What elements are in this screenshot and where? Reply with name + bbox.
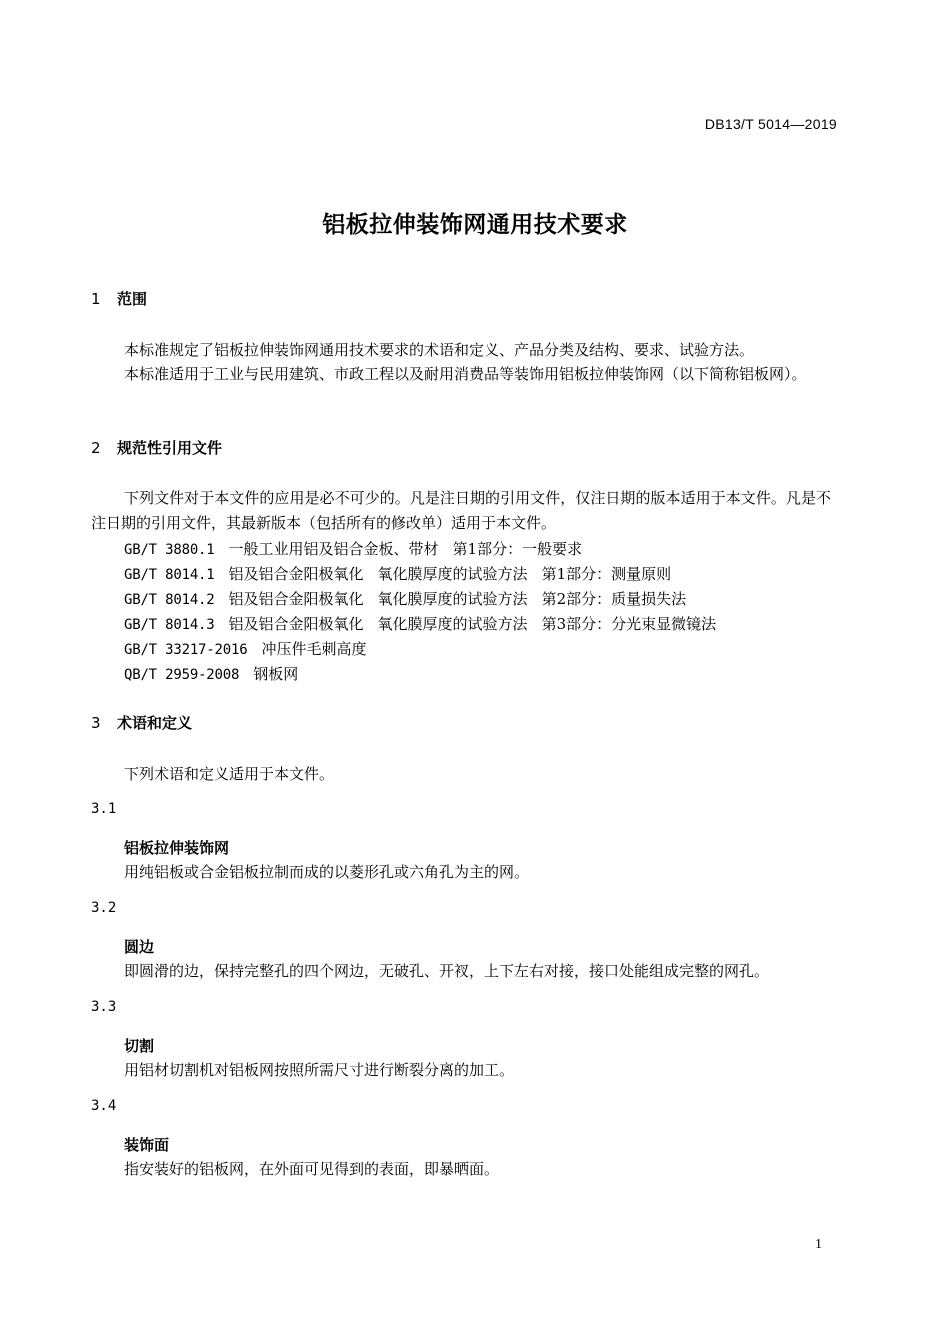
reference-standard-number: GB/T 8014.2 (124, 592, 215, 608)
term-definition: 即圆滑的边，保持完整孔的四个网边，无破孔、开衩，上下左右对接，接口处能组成完整的网孔。 (124, 962, 770, 980)
section-number: 3 (91, 714, 101, 732)
section-title: 规范性引用文件 (117, 439, 223, 457)
term-name: 铝板拉伸装饰网 (124, 839, 230, 857)
reference-title: 铝及铝合金阳极氧化 (228, 565, 364, 583)
reference-part: 第1部分：测量原则 (541, 565, 672, 583)
reference-part: 第2部分：质量损失法 (541, 590, 687, 608)
reference-subtitle: 氧化膜厚度的试验方法 (377, 590, 528, 608)
paragraph: 下列文件对于本文件的应用是必不可少的。凡是注日期的引用文件，仅注日期的版本适用于本文件。凡是不注日期的引用文件，其最新版本（包括所有的修改单）适用于本文件。 (91, 489, 831, 532)
paragraph: 本标准适用于工业与民用建筑、市政工程以及耐用消费品等装饰用铝板拉伸装饰网（以下简称铝板网）。 (124, 365, 807, 383)
reference-item (124, 563, 671, 584)
term-definition: 用铝材切割机对铝板网按照所需尺寸进行断裂分离的加工。 (124, 1061, 515, 1079)
term-name: 切割 (124, 1037, 155, 1055)
paragraph: 下列术语和定义适用于本文件。 (124, 765, 335, 783)
reference-standard-number: GB/T 8014.1 (124, 567, 215, 583)
term-name: 装饰面 (124, 1136, 170, 1154)
term-number: 3.1 (91, 801, 117, 817)
reference-title: 一般工业用铝及铝合金板、带材 (228, 540, 439, 558)
reference-part: 第3部分：分光束显微镜法 (541, 615, 717, 633)
reference-item (124, 613, 716, 634)
reference-title: 冲压件毛刺高度 (261, 640, 367, 658)
section-heading-normative-references (91, 437, 222, 458)
term-number: 3.3 (91, 999, 117, 1015)
reference-part: 第1部分：一般要求 (452, 540, 583, 558)
paragraph: 本标准规定了铝板拉伸装饰网通用技术要求的术语和定义、产品分类及结构、要求、试验方法。 (124, 341, 755, 359)
term-definition: 用纯铝板或合金铝板拉制而成的以菱形孔或六角孔为主的网。 (124, 863, 530, 881)
term-number: 3.2 (91, 900, 117, 916)
term-number: 3.4 (91, 1098, 117, 1114)
section-number: 1 (91, 290, 101, 308)
section-heading-terms-and-definitions (91, 712, 192, 733)
reference-item (124, 538, 582, 559)
reference-subtitle: 氧化膜厚度的试验方法 (377, 615, 528, 633)
document-code: DB13/T 5014—2019 (704, 116, 837, 132)
section-title: 范围 (117, 290, 148, 308)
reference-standard-number: QB/T 2959-2008 (124, 667, 240, 683)
section-title: 术语和定义 (117, 714, 193, 732)
reference-item (124, 663, 298, 684)
section-number: 2 (91, 439, 101, 457)
document-title: 铝板拉伸装饰网通用技术要求 (322, 212, 628, 238)
reference-standard-number: GB/T 3880.1 (124, 542, 215, 558)
reference-title: 铝及铝合金阳极氧化 (228, 615, 364, 633)
reference-standard-number: GB/T 33217-2016 (124, 642, 248, 658)
section-heading-scope (91, 288, 147, 309)
page-number: 1 (815, 1237, 822, 1252)
reference-subtitle: 氧化膜厚度的试验方法 (377, 565, 528, 583)
reference-standard-number: GB/T 8014.3 (124, 617, 215, 633)
reference-item (124, 638, 366, 659)
reference-title: 铝及铝合金阳极氧化 (228, 590, 364, 608)
reference-title: 钢板网 (253, 665, 299, 683)
term-name: 圆边 (124, 938, 155, 956)
reference-item (124, 588, 686, 609)
term-definition: 指安装好的铝板网，在外面可见得到的表面，即暴晒面。 (124, 1160, 500, 1178)
